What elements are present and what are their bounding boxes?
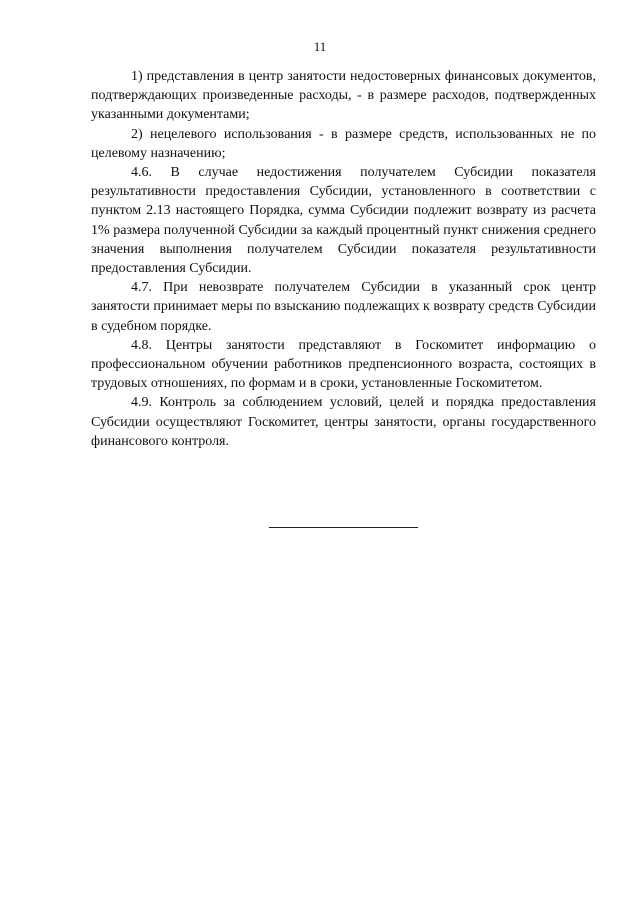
paragraph-item-2: 2) нецелевого использования - в размере средств, использованных не по целевому назначению;: [91, 126, 596, 161]
paragraph-4-9: 4.9. Контроль за соблюдением условий, целей и порядка предоставления Субсидии осуществляют Госкомитет, центры занятости, органы государственного финансового контроля.: [91, 395, 596, 449]
paragraph-4-8: 4.8. Центры занятости представляют в Госкомитет информацию о профессиональном обучении работников предпенсионного возраста, состоящих в трудовых отношениях, по формам и в сроки, установленные Госкомитетом.: [91, 337, 596, 392]
paragraph-4-7: 4.7. При невозврате получателем Субсидии в указанный срок центр занятости принимает меры по взысканию подлежащих к возврату средств Субсидии в судебном порядке.: [91, 280, 596, 334]
page-number: 11: [313, 39, 327, 54]
paragraph-4-6: 4.6. В случае недостижения получателем Субсидии показателя результативности предоставления Субсидии, установленного в соответствии с пунктом 2.13 настоящего Порядка, сумма Субсидии подлежит возврату из расчета 1% размера полученной Субсидии за каждый процентный пункт снижения среднего значения выполнения получателем Субсидии показателя результативности предоставления Субсидии.: [91, 165, 596, 277]
document-body: [91, 67, 596, 451]
paragraph-item-1: 1) представления в центр занятости недостоверных финансовых документов, подтверждающих произведенные расходы, - в размере расходов, подтвержденных указанными документами;: [91, 69, 596, 123]
end-divider-line: [269, 527, 418, 528]
